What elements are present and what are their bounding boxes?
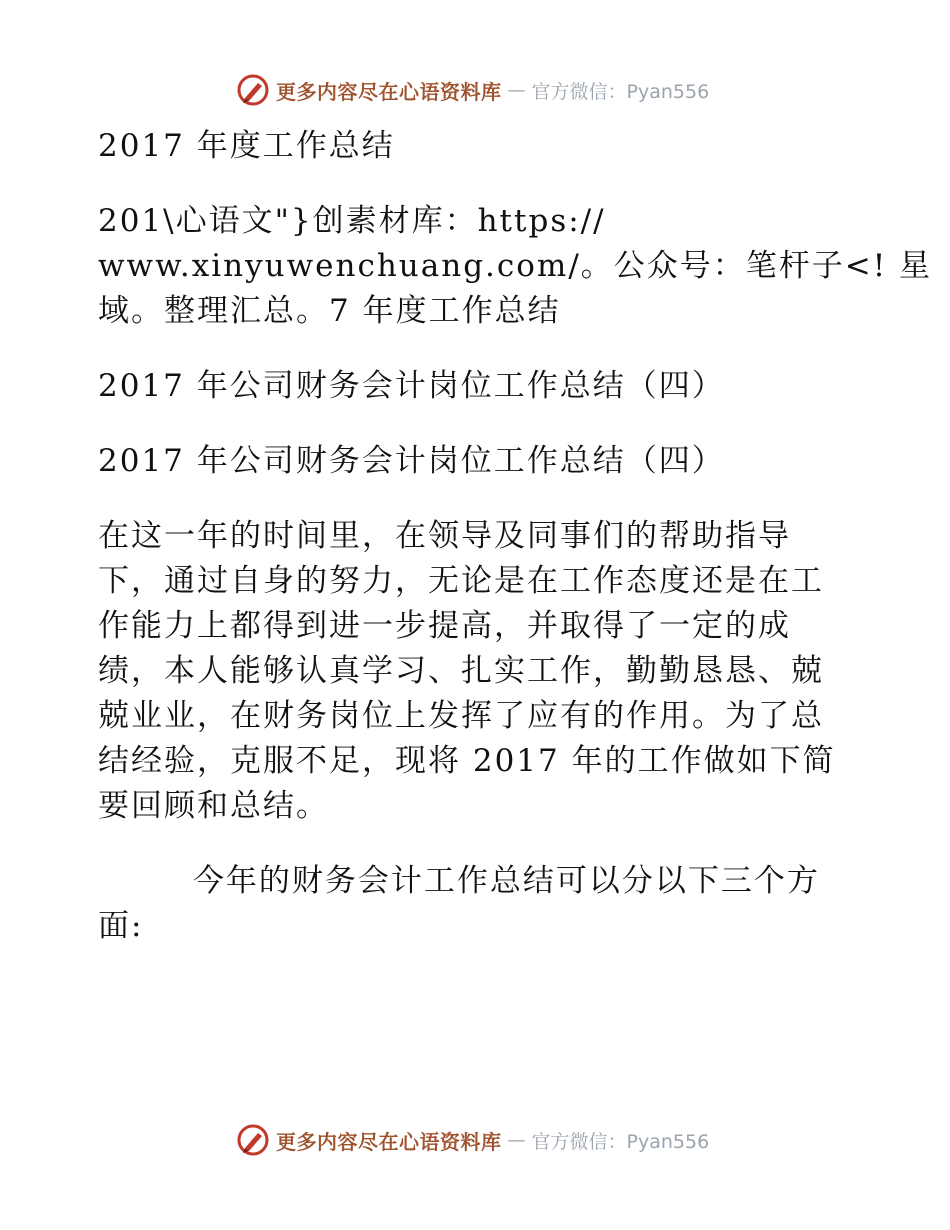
pen-logo-icon xyxy=(236,73,270,107)
intro-paragraph xyxy=(98,199,933,334)
footer-wechat-text: 官方微信：Pyan556 xyxy=(531,1130,710,1153)
paragraph-line-1: 在这一年的时间里，在领导及同事们的帮助指导 xyxy=(98,518,791,554)
main-paragraph xyxy=(98,514,858,829)
paragraph-line-5: 兢业业，在财务岗位上发挥了应有的作用。为了总 xyxy=(98,698,824,734)
paragraph-line-6: 结经验，克服不足，现将 2017 年的工作做如下简 xyxy=(98,743,836,779)
aspects-line-2: 面: xyxy=(98,908,144,944)
footer-separator: — xyxy=(507,1129,526,1151)
paragraph-line-7: 要回顾和总结。 xyxy=(98,788,329,824)
intro-line-2: www.xinyuwenchuang.com/。公众号：笔杆子<! 星 xyxy=(98,248,933,284)
header-separator: — xyxy=(507,79,526,101)
document-title: 2017 年度工作总结 xyxy=(98,128,395,164)
header-banner[interactable] xyxy=(236,72,709,108)
pen-logo-icon xyxy=(236,1123,270,1157)
document-body xyxy=(98,124,933,949)
intro-line-3: 域。整理汇总。7 年度工作总结 xyxy=(98,293,561,329)
footer-brand-text: 更多内容尽在心语资料库 xyxy=(276,1129,502,1154)
paragraph-line-4: 绩，本人能够认真学习、扎实工作，勤勤恳恳、兢 xyxy=(98,653,824,689)
section-subtitle-1: 2017 年公司财务会计岗位工作总结（四） xyxy=(98,368,725,404)
header-brand-text: 更多内容尽在心语资料库 xyxy=(276,79,502,104)
header-wechat-text: 官方微信：Pyan556 xyxy=(531,80,710,103)
aspects-paragraph xyxy=(98,859,858,949)
footer-banner[interactable] xyxy=(236,1122,709,1158)
aspects-line-1: 今年的财务会计工作总结可以分以下三个方 xyxy=(98,863,820,899)
paragraph-line-3: 作能力上都得到进一步提高，并取得了一定的成 xyxy=(98,608,791,644)
section-subtitle-2: 2017 年公司财务会计岗位工作总结（四） xyxy=(98,443,725,479)
intro-line-1: 201\心语文"}创素材库：https:// xyxy=(98,203,606,239)
paragraph-line-2: 下，通过自身的努力，无论是在工作态度还是在工 xyxy=(98,563,824,599)
